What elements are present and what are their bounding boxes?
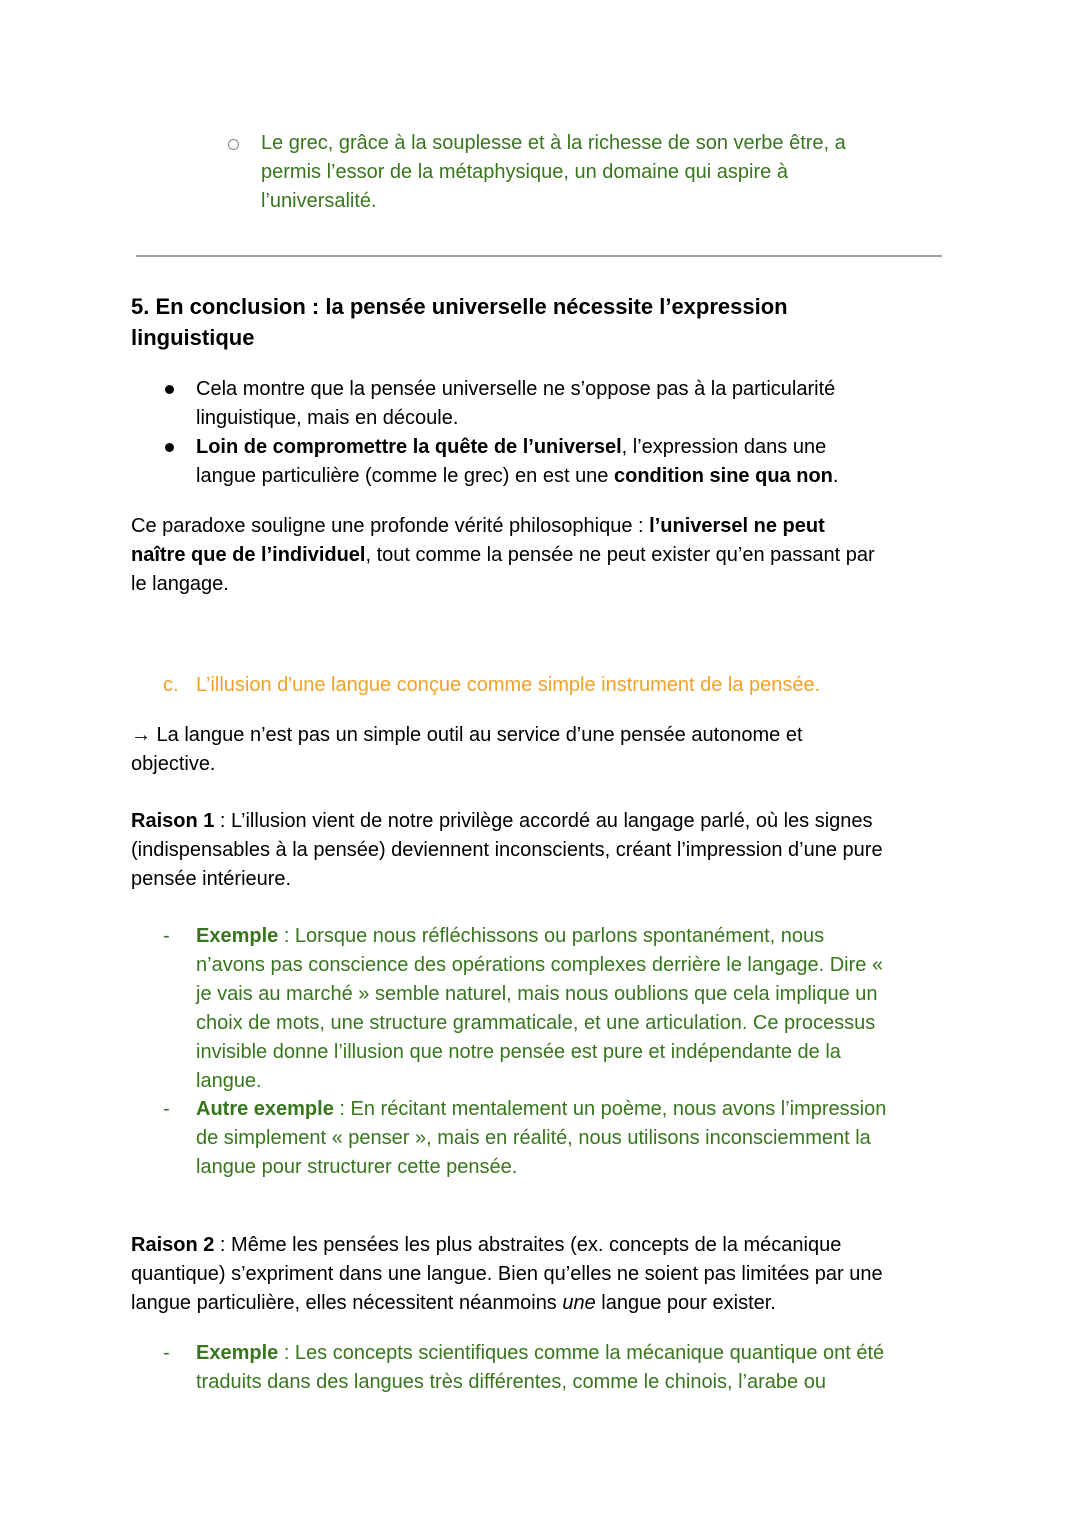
example-item: Exemple : Les concepts scientifiques comme la mécanique quantique ont été traduits dans des langues très différentes, comme le chinois, l’arabe ou [196, 1342, 885, 1393]
raison-1-paragraph: Raison 1 : L’illusion vient de notre privilège accordé au langage parlé, où les signes (indispensables à la pensée) deviennent inconscients, créant l’impression d’une pure pensée intérieure. [131, 810, 883, 890]
top-bullet-text: Le grec, grâce à la souplesse et à la richesse de son verbe être, a permis l’essor de la métaphysique, un domaine qui aspire à l’universalité. [261, 132, 846, 212]
example-item: Exemple : Lorsque nous réfléchissons ou parlons spontanément, nous n’avons pas conscience des opérations complexes derrière le langage. Dire « je vais au marché » semble naturel, mais nous oublions que cela implique un choix de mots, une structure grammaticale, et une articulation. Ce processus invisible donne l’illusion que notre pensée est pure et indépendante de la langue. [196, 925, 884, 1092]
arrow-statement: → La langue n’est pas un simple outil au service d’une pensée autonome et objective. [131, 724, 803, 775]
paragraph: Ce paradoxe souligne une profonde vérité philosophique : l’universel ne peut naître que de l’individuel, tout comme la pensée ne peut exister qu’en passant par le langage. [131, 515, 875, 595]
hollow-bullet-icon [228, 139, 239, 150]
list-item: Loin de compromettre la quête de l’universel, l’expression dans une langue particulière (comme le grec) en est une condition sine qua non. [196, 436, 839, 487]
bullet-icon [165, 385, 174, 394]
list-item: Cela montre que la pensée universelle ne s’oppose pas à la particularité linguistique, mais en découle. [196, 378, 836, 429]
subsection-title: L’illusion d'une langue conçue comme simple instrument de la pensée. [196, 674, 821, 696]
dash-bullet-icon: - [163, 1342, 170, 1364]
section-heading: 5. En conclusion : la pensée universelle nécessite l’expression linguistique [131, 294, 788, 350]
raison-2-paragraph: Raison 2 : Même les pensées les plus abstraites (ex. concepts de la mécanique quantique) s’expriment dans une langue. Bien qu’elles ne soient pas limitées par une langue particulière, elles nécessitent néanmoins une langue pour exister. [131, 1234, 883, 1314]
bullet-icon [165, 443, 174, 452]
dash-bullet-icon: - [163, 1098, 170, 1120]
subsection-marker: c. [163, 674, 179, 696]
example-item: Autre exemple : En récitant mentalement un poème, nous avons l’impression de simplement « penser », mais en réalité, nous utilisons inconsciemment la langue pour structurer cette pensée. [196, 1098, 887, 1178]
horizontal-rule [136, 255, 942, 257]
dash-bullet-icon: - [163, 925, 170, 947]
